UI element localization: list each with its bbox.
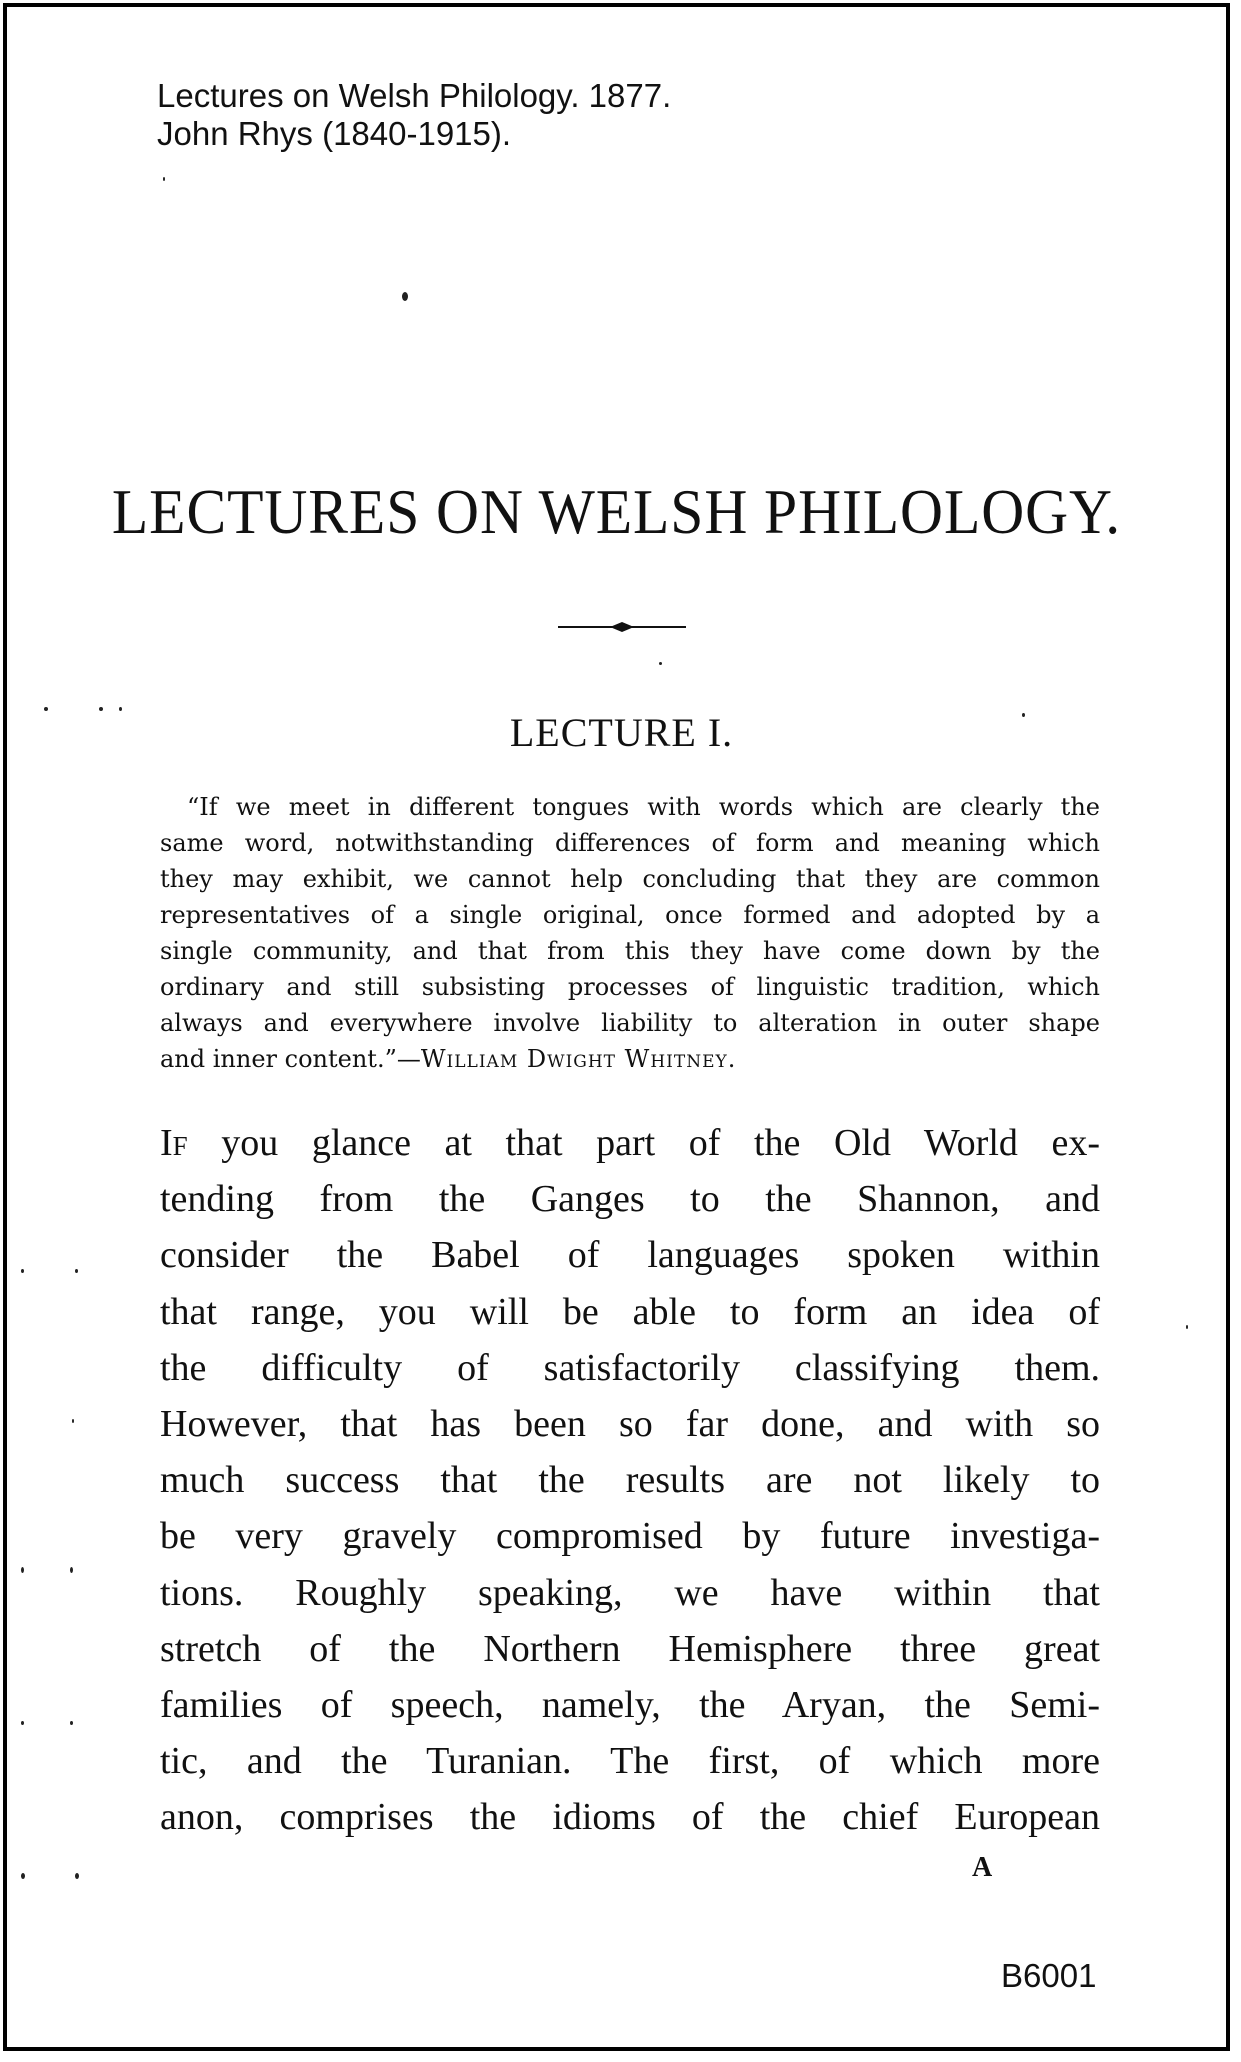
scan-speck — [119, 707, 122, 711]
scan-speck — [21, 1269, 24, 1273]
body-line: tic, and the Turanian. The first, of which more — [160, 1740, 1100, 1783]
body-line: much success that the results are not likely to — [160, 1459, 1100, 1502]
body-line: tions. Roughly speaking, we have within that — [160, 1571, 1100, 1614]
catalog-author-line: John Rhys (1840-1915). — [157, 115, 512, 152]
epigraph-attribution: William Dwight Whitney. — [420, 1045, 737, 1073]
body-line: tending from the Ganges to the Shannon, and — [160, 1178, 1100, 1221]
page-frame — [3, 3, 1230, 2051]
page-code: B6001 — [1001, 1957, 1097, 1994]
epigraph-line: representatives of a single original, once formed and adopted by a — [160, 901, 1100, 929]
epigraph-last-line — [160, 1041, 1100, 1077]
lecture-body — [160, 1115, 1100, 1846]
scan-speck — [659, 662, 662, 665]
scan-speck — [1186, 1325, 1188, 1329]
body-line: families of speech, namely, the Aryan, the Semi- — [160, 1684, 1100, 1727]
scan-speck — [70, 1567, 73, 1573]
epigraph-closing-text: and inner content.”— — [160, 1045, 421, 1073]
body-line: stretch of the Northern Hemisphere three great — [160, 1627, 1100, 1670]
scan-speck — [1022, 713, 1025, 717]
epigraph-line: same word, notwithstanding differences of form and meaning which — [160, 829, 1100, 857]
scan-speck — [70, 1721, 73, 1725]
scan-speck — [163, 177, 165, 181]
epigraph-quote — [160, 789, 1100, 1077]
signature-mark: A — [972, 1852, 993, 1883]
opening-word: If — [160, 1122, 188, 1164]
scan-speck — [21, 1721, 24, 1725]
body-line: the difficulty of satisfactorily classifying them. — [160, 1346, 1100, 1389]
scan-speck — [21, 1873, 25, 1879]
body-line: be very gravely compromised by future investiga- — [160, 1515, 1100, 1558]
body-line: that range, you will be able to form an idea of — [160, 1290, 1100, 1333]
scan-speck — [75, 1873, 79, 1879]
opening-line-text: you glance at that part of the Old World ex- — [187, 1122, 1100, 1164]
body-line — [160, 1115, 1100, 1171]
book-title: LECTURES ON WELSH PHILOLOGY. — [111, 476, 1122, 547]
scan-speck — [44, 707, 48, 711]
catalog-header — [157, 77, 671, 153]
body-line: However, that has been so far done, and with so — [160, 1403, 1100, 1446]
catalog-title-line: Lectures on Welsh Philology. 1877. — [157, 77, 672, 114]
body-line: consider the Babel of languages spoken within — [160, 1234, 1100, 1277]
epigraph-line: they may exhibit, we cannot help concluding that they are common — [160, 865, 1100, 893]
epigraph-line: “If we meet in different tongues with words which are clearly the — [187, 793, 1100, 821]
scan-speck — [99, 707, 103, 711]
lecture-heading: LECTURE I. — [509, 710, 734, 755]
scan-speck — [72, 1419, 74, 1423]
scan-speck — [21, 1567, 24, 1573]
body-line: anon, comprises the idioms of the chief European — [160, 1796, 1100, 1839]
scan-speck — [402, 292, 408, 301]
epigraph-line: always and everywhere involve liability to alteration in outer shape — [160, 1009, 1100, 1037]
scan-speck — [75, 1269, 78, 1273]
epigraph-line: ordinary and still subsisting processes of linguistic tradition, which — [160, 973, 1100, 1001]
epigraph-line: single community, and that from this they have come down by the — [160, 937, 1100, 965]
divider-ornament — [558, 619, 686, 635]
